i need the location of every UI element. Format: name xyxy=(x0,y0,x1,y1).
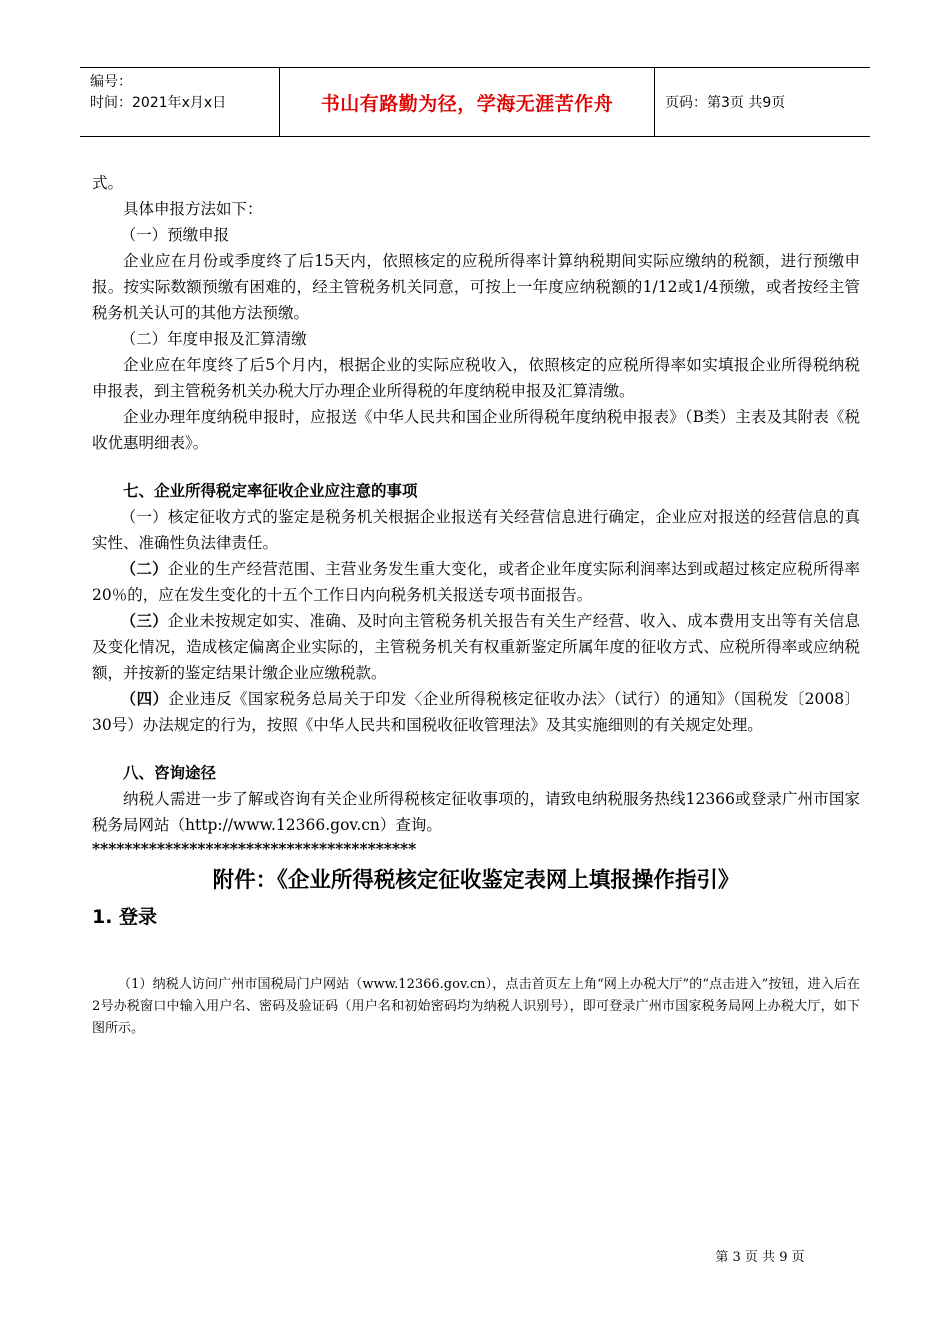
item-text: 企业违反《国家税务总局关于印发〈企业所得税核定征收办法〉（试行）的通知》（国税发〔2008〕30号）办法规定的行为，按照《中华人民共和国税收征收管理法》及其实施细则的有关规定处理。 xyxy=(92,690,860,734)
list-item xyxy=(92,556,860,608)
header-meta xyxy=(80,68,280,136)
item-text: 核定征收方式的鉴定是税务机关根据企业报送有关经营信息进行确定，企业应对报送的经营信息的真实性、准确性负法律责任。 xyxy=(92,508,860,552)
item-label: （二） xyxy=(120,559,168,578)
item-text: 企业的生产经营范围、主营业务发生重大变化，或者企业年度实际利润率达到或超过核定应税所得率20％的，应在发生变化的十五个工作日内向税务机关报送专项书面报告。 xyxy=(92,560,860,604)
attachment-title: 附件：《企业所得税核定征收鉴定表网上填报操作指引》 xyxy=(212,868,740,893)
header-motto: 书山有路勤为径，学海无涯苦作舟 xyxy=(280,68,655,136)
page-footer xyxy=(0,1246,950,1265)
paragraph: 企业办理年度纳税申报时，应报送《中华人民共和国企业所得税年度纳税申报表》（B类）主表及其附表《税收优惠明细表》。 xyxy=(92,408,860,452)
paragraph: 式。 xyxy=(92,174,124,192)
section-title: 八、咨询途径 xyxy=(123,763,217,782)
list-item xyxy=(92,608,860,686)
header-number-label: 编号： xyxy=(90,74,132,90)
item-text: 企业未按规定如实、准确、及时向主管税务机关报告有关生产经营、收入、成本费用支出等有关信息及变化情况，造成核定偏离企业实际的，主管税务机关有权重新鉴定所属年度的征收方式、应税所得率或应纳税额，并按新的鉴定结果计缴企业应缴税款。 xyxy=(92,612,860,682)
header-time-label: 时间：2021年x月x日 xyxy=(90,95,227,111)
item-label: （一） xyxy=(120,508,168,526)
login-paragraph: （1）纳税人访问广州市国税局门户网站（www.12366.gov.cn），点击首页左上角“网上办税大厅”的“点击进入”按钮，进入后在2号办税窗口中输入用户名、密码及验证码（用户名和初始密码均为纳税人识别号），即可登录广州市国家税务局网上办税大厅，如下图所示。 xyxy=(92,977,860,1036)
paragraph: 纳税人需进一步了解或咨询有关企业所得税核定征收事项的，请致电纳税服务热线12366或登录广州市国家税务局网站（http://www.12366.gov.cn）查询。 xyxy=(92,790,860,834)
list-item xyxy=(92,686,860,738)
login-heading: 1. 登录 xyxy=(92,906,158,928)
subheading: （一）预缴申报 xyxy=(120,226,230,244)
paragraph: 企业应在月份或季度终了后15天内，依照核定的应税所得率计算纳税期间实际应缴纳的税额，进行预缴申报。按实际数额预缴有困难的，经主管税务机关同意，可按上一年度应纳税额的1/12或1/4预缴，或者按经主管税务机关认可的其他方法预缴。 xyxy=(92,252,860,322)
separator: **************************************** xyxy=(92,839,417,858)
item-label: （四） xyxy=(120,689,169,708)
section-title: 七、企业所得税定率征收企业应注意的事项 xyxy=(123,481,418,500)
header-page-info: 页码：第3页 共9页 xyxy=(665,95,786,111)
subheading: （二）年度申报及汇算清缴 xyxy=(120,330,307,348)
paragraph: 具体申报方法如下： xyxy=(123,200,263,218)
page-header xyxy=(80,67,870,137)
item-label: （三） xyxy=(120,611,168,630)
footer-page-number: 第 3 页 共 9 页 xyxy=(715,1250,805,1265)
list-item xyxy=(92,504,860,556)
document-body xyxy=(92,170,860,1040)
paragraph: 企业应在年度终了后5个月内，根据企业的实际应税收入，依照核定的应税所得率如实填报企业所得税纳税申报表，到主管税务机关办税大厅办理企业所得税的年度纳税申报及汇算清缴。 xyxy=(92,356,860,400)
